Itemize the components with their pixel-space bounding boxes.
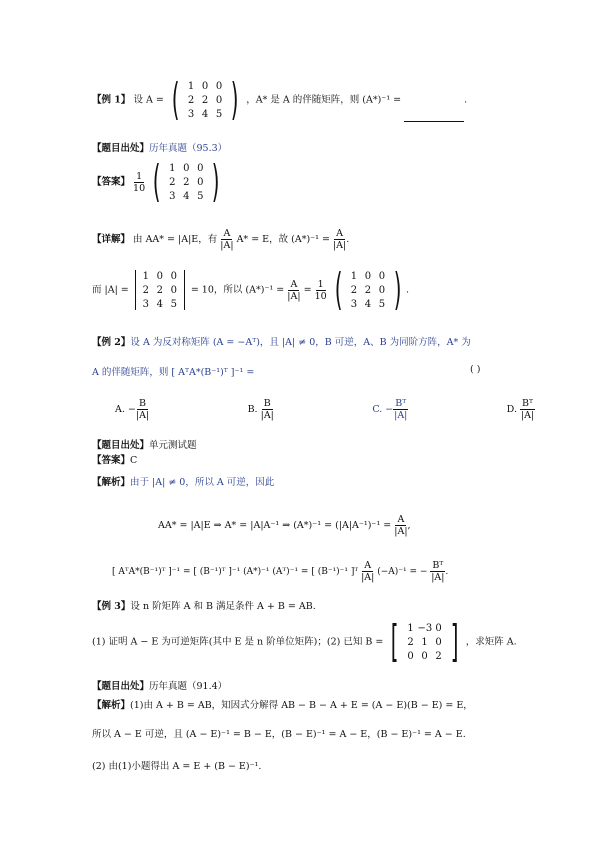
matrix-cell: 2	[364, 284, 372, 296]
solution-3-line2: 所以 A − E 可逆，且 (A − E)⁻¹ = B − E，(B − E)⁻¹ = A − E，(B − E)⁻¹ = A − E.	[92, 729, 466, 740]
eq1-text: AA* = |A|E ⇒ A* = |A|A⁻¹ ⇒ (A*)⁻¹ = (|A|A⁻¹)⁻¹ =	[158, 520, 392, 531]
fraction-num: A	[223, 228, 231, 239]
fraction-den: 10	[314, 290, 327, 302]
option-label: A.	[115, 404, 125, 415]
example-2-line1	[92, 334, 471, 348]
example-3-matrix: [ 1 −3 0 2 1 0 0 0 2 ]	[391, 616, 458, 667]
example-1-text-a: 设 A =	[133, 94, 164, 106]
detail-1-text2: A* = E，故 (A*)⁻¹ =	[236, 234, 330, 245]
option-b	[248, 398, 274, 421]
matrix-cell: 2	[407, 636, 414, 648]
fraction-num: Bᵀ	[522, 398, 533, 409]
matrix-cell: 1	[421, 636, 428, 648]
matrix-cell: 4	[364, 298, 372, 310]
answer-1-matrix: ( 1 0 0 2 2 0 3 4 5 )	[152, 156, 220, 207]
matrix-cell: 1	[187, 80, 195, 92]
example-2-tag: 【例 2】	[92, 337, 131, 348]
matrix-cell: 1	[169, 162, 176, 174]
detail-1-result-matrix: ( 1 0 0 2 2 0 3 4 5 )	[334, 264, 402, 315]
example-2-options	[115, 398, 535, 421]
matrix-cell: 0	[170, 270, 177, 282]
source-3-text: 历年真题（91.4）	[149, 681, 228, 692]
example-1-matrix: ( 1 0 0 2 2 0 3 4 5 )	[171, 74, 239, 125]
answer-blank	[404, 111, 464, 122]
matrix-cell: 2	[169, 176, 176, 188]
matrix-cell: 2	[156, 284, 163, 296]
example-3-text1: 设 n 阶矩阵 A 和 B 满足条件 A + B = AB.	[130, 601, 316, 612]
option-sign: −	[385, 404, 394, 415]
fraction-num: B	[263, 398, 271, 409]
matrix-cell: 1	[142, 270, 149, 282]
matrix-cell: 2	[187, 94, 195, 106]
detail-1-fraction-2	[333, 228, 346, 251]
detail-1-fraction-3	[287, 279, 300, 302]
matrix-cell: 3	[187, 108, 195, 120]
detail-1-text1: 由 AA* = |A|E，有	[133, 234, 218, 245]
matrix-cell: 5	[378, 298, 386, 310]
matrix-cell: 0	[421, 650, 428, 662]
option-label: B.	[247, 404, 258, 415]
answer-1-fraction	[133, 171, 145, 194]
example-3-b-eq: B =	[365, 636, 384, 648]
detail-1-line2	[92, 264, 410, 315]
detail-1-end: .	[346, 234, 350, 245]
source-2-text: 单元测试题	[149, 440, 197, 451]
answer-2	[92, 452, 137, 466]
example-1-text-b: ，A* 是 A 的伴随矩阵，则 (A*)⁻¹ =	[246, 94, 402, 106]
option-c	[372, 398, 408, 421]
matrix-cell: 3	[350, 298, 358, 310]
option-a	[115, 398, 149, 421]
matrix-cell: 0	[201, 80, 209, 92]
answer-2-tag: 【答案】	[92, 455, 131, 466]
example-3-text2: (1) 证明 A − E 为可逆矩阵(其中 E 是 n 阶单位矩阵)；(2) 已知	[92, 636, 363, 648]
source-2-tag: 【题目出处】	[92, 440, 150, 451]
solution-2-eq2	[112, 560, 448, 583]
matrix-cell: 0	[170, 284, 177, 296]
option-sign: −	[127, 404, 136, 415]
matrix-cell: 1	[350, 270, 358, 282]
solution-2-text: 由于 |A| ≠ 0，所以 A 可逆，因此	[130, 477, 275, 488]
matrix-cell: 0	[183, 162, 190, 174]
fraction-den: |A|	[135, 410, 150, 421]
option-label: C.	[372, 404, 383, 415]
eq2-fraction	[361, 560, 374, 583]
detail-1-tag: 【详解】	[92, 234, 131, 245]
fraction-den: |A|	[431, 572, 445, 583]
fraction-den: |A|	[332, 240, 347, 251]
matrix-cell: 0	[378, 270, 386, 282]
detail-1-fraction	[220, 228, 233, 251]
example-2-line2	[92, 364, 254, 378]
matrix-cell: 2	[350, 284, 358, 296]
example-3-line1	[92, 598, 316, 612]
solution-3-tag: 【解析】	[92, 700, 131, 711]
fraction-num: A	[336, 228, 344, 239]
matrix-cell: 4	[183, 190, 190, 202]
eq2-text-b: (−A)⁻¹ = −	[377, 567, 428, 577]
fraction-den: |A|	[361, 572, 375, 583]
matrix-cell: 2	[435, 650, 442, 662]
solution-2-eq1	[158, 514, 411, 537]
determinant-matrix	[132, 270, 188, 310]
fraction-num: 1	[136, 170, 143, 182]
source-3	[92, 678, 227, 692]
fraction-den: |A|	[220, 240, 234, 251]
fraction-den: |A|	[394, 526, 408, 537]
fraction-num: A	[397, 514, 405, 525]
source-2	[92, 437, 197, 451]
fraction-num: 1	[317, 278, 324, 290]
detail-1-text4: = 10，所以 (A*)⁻¹ =	[190, 284, 285, 296]
detail-1-text3: 而 |A| =	[92, 284, 129, 296]
matrix-cell: 5	[215, 108, 223, 120]
example-1	[92, 74, 468, 125]
fraction-num: Bᵀ	[432, 560, 444, 571]
eq1-end: ,	[407, 520, 411, 531]
matrix-cell: 0	[435, 622, 442, 634]
detail-1-end-2: .	[406, 284, 410, 296]
matrix-cell: 4	[201, 108, 209, 120]
example-1-end: .	[464, 94, 468, 106]
fraction-den: |A|	[260, 410, 274, 421]
matrix-cell: 0	[364, 270, 372, 282]
matrix-cell: 0	[407, 650, 414, 662]
matrix-cell: 1	[407, 622, 414, 634]
fraction-num: Bᵀ	[395, 398, 407, 409]
eq2-text: [ AᵀA*(B⁻¹)ᵀ ]⁻¹ = [ (B⁻¹)ᵀ ]⁻¹ (A*)⁻¹ (Aᵀ)⁻¹ = [ (B⁻¹)⁻¹ ]ᵀ	[112, 567, 359, 577]
matrix-cell: 5	[197, 190, 204, 202]
detail-1-fraction-4	[315, 279, 327, 302]
example-2-text2: A 的伴随矩阵，则 [ AᵀA*(B⁻¹)ᵀ ]⁻¹ =	[92, 367, 255, 378]
matrix-cell: 0	[435, 636, 442, 648]
example-2-text1: 设 A 为反对称矩阵 (A = −Aᵀ)，且 |A| ≠ 0，B 可逆，A、B 为同阶方阵，A* 为	[130, 337, 471, 348]
fraction-num: B	[139, 398, 147, 409]
solution-2-line1	[92, 474, 274, 488]
fraction-num: A	[290, 278, 298, 290]
matrix-cell: 3	[142, 298, 149, 310]
fraction-den: |A|	[394, 410, 408, 421]
solution-3-line3: (2) 由(1)小题得出 A = E + (B − E)⁻¹.	[92, 761, 262, 772]
answer-2-text: C	[130, 455, 138, 466]
example-3-line2	[92, 616, 517, 667]
source-1-text: 历年真题（95.3）	[149, 143, 228, 154]
eq1-fraction	[394, 514, 407, 537]
choice-paren: ( )	[470, 364, 481, 375]
detail-1-eq: =	[303, 284, 312, 296]
source-3-tag: 【题目出处】	[92, 681, 150, 692]
matrix-cell: 0	[197, 162, 204, 174]
solution-3-line1	[92, 697, 473, 711]
matrix-cell: 5	[170, 298, 177, 310]
matrix-cell: 2	[201, 94, 209, 106]
matrix-cell: 3	[169, 190, 176, 202]
fraction-den: |A|	[287, 290, 301, 302]
fraction-den: 10	[133, 182, 146, 194]
option-label: D.	[506, 404, 517, 415]
answer-1-tag: 【答案】	[92, 176, 131, 188]
matrix-cell: 2	[183, 176, 190, 188]
solution-2-tag: 【解析】	[92, 477, 131, 488]
solution-3-text1: (1)由 A + B = AB，知因式分解得 AB − B − A + E = (A − E)(B − E) = E，	[130, 700, 473, 711]
fraction-den: |A|	[520, 410, 535, 421]
matrix-cell: 0	[156, 270, 163, 282]
source-1-tag: 【题目出处】	[92, 143, 150, 154]
source-1	[92, 140, 227, 154]
matrix-cell: 0	[197, 176, 204, 188]
example-1-tag: 【例 1】	[92, 94, 131, 106]
eq2-end: .	[445, 567, 449, 577]
matrix-cell: −3	[417, 622, 433, 634]
example-3-tag: 【例 3】	[92, 601, 131, 612]
eq2-fraction-2	[430, 560, 445, 583]
matrix-cell: 0	[215, 94, 223, 106]
matrix-cell: 0	[378, 284, 386, 296]
example-3-text3: ，求矩阵 A.	[465, 636, 517, 648]
option-d	[507, 398, 535, 421]
matrix-cell: 0	[215, 80, 223, 92]
answer-1	[92, 156, 225, 207]
matrix-cell: 4	[156, 298, 163, 310]
matrix-cell: 2	[142, 284, 149, 296]
detail-1-line1	[92, 228, 349, 251]
fraction-num: A	[364, 560, 372, 571]
